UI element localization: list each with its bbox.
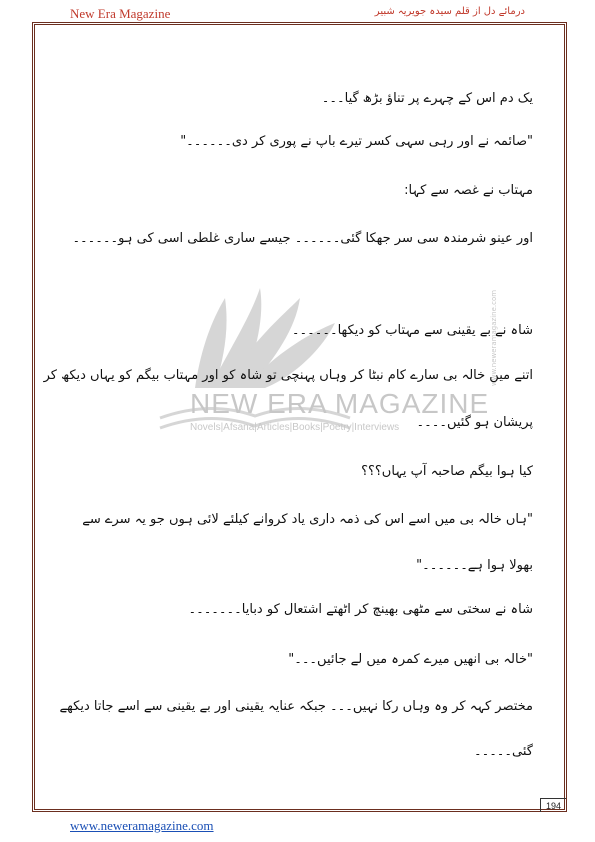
text-line: بھولا ہوا ہے۔۔۔۔۔۔" [416, 558, 533, 573]
text-line: شاہ نے بے یقینی سے مہتاب کو دیکھا۔۔۔۔۔۔ [291, 323, 533, 338]
text-line: شاہ نے سختی سے مٹھی بھینچ کر اٹھتے اشتعال کو دبایا۔۔۔۔۔۔۔ [188, 602, 533, 617]
text-line: "صائمہ نے اور رہی سہی کسر تیرے باپ نے پوری کر دی۔۔۔۔۔۔" [180, 134, 533, 149]
text-line: گئی۔۔۔۔۔ [473, 744, 533, 759]
footer-website-link[interactable]: www.neweramagazine.com [70, 818, 214, 833]
page-number: 194 [540, 798, 566, 812]
watermark-website: www.neweramagazine.com [490, 289, 498, 386]
story-title: درمائے دل از قلم سیدہ جویریہ شبیر [374, 6, 525, 17]
watermark-subtitle: Novels|Afsana|Articles|Books|Poetry|Interviews [190, 422, 400, 433]
text-line: مہتاب نے غصہ سے کہا: [404, 183, 533, 198]
text-line: پریشان ہو گئیں۔۔۔۔ [416, 415, 533, 430]
text-line: اور عینو شرمندہ سی سر جھکا گئی۔۔۔۔۔۔ جیسے ساری غلطی اسی کی ہو۔۔۔۔۔۔ [72, 231, 533, 246]
text-line: "خالہ بی انھیں میرے کمرہ میں لے جائیں۔۔۔" [288, 652, 533, 667]
text-line: یک دم اس کے چہرے پر تناؤ بڑھ گیا۔۔۔ [321, 91, 533, 106]
magazine-name: New Era Magazine [70, 6, 171, 21]
watermark-title: NEW ERA MAGAZINE [190, 388, 490, 419]
text-line: "ہاں خالہ بی میں اسے اس کی ذمہ داری یاد کروانے کیلئے لائی ہوں جو یہ سرے سے [82, 512, 533, 527]
text-line: اتنے میں خالہ بی سارے کام نبٹا کر وہاں پہنچی تو شاہ کو اور مہتاب بیگم کو یہاں دیکھ کر [43, 368, 533, 383]
text-line: کیا ہوا بیگم صاحبہ آپ یہاں؟؟؟ [361, 464, 533, 479]
text-line: مختصر کہہ کر وہ وہاں رکا نہیں۔۔۔ جبکہ عنایہ یقینی اور بے یقینی سے اسے جاتا دیکھے [59, 699, 533, 714]
